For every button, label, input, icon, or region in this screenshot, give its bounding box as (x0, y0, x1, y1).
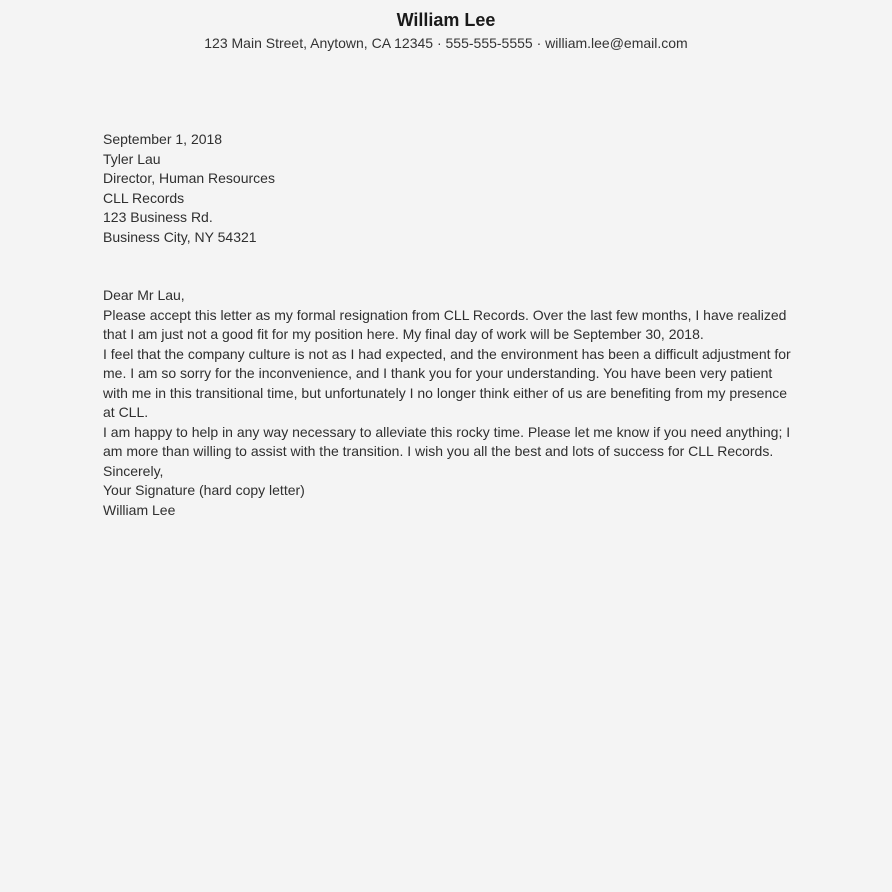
sender-name: William Lee (396, 10, 496, 30)
letter-date: September 1, 2018 (103, 131, 223, 147)
closing: Sincerely, (103, 462, 164, 479)
salutation: Dear Mr Lau, (103, 287, 185, 303)
signer-name: William Lee (103, 501, 176, 518)
body-paragraph-1: Please accept this letter as my formal resignation from CLL Records. Over the last few months, I have realized that I am just not a good fit for my position here. My final day of work will be September 30, 2018. (103, 306, 787, 342)
recipient-address (103, 150, 793, 248)
letter-header (0, 8, 892, 54)
signature-note: Your Signature (hard copy letter) (103, 482, 305, 498)
letter-body (103, 130, 793, 520)
body-paragraph-3: I am happy to help in any way necessary to alleviate this rocky time. Please let me know if you need anything; I am more than willing to assist with the transition. I wish you all the best and lots of success for CLL Records. (103, 423, 791, 459)
recipient-name: Tyler Lau (103, 150, 161, 167)
body-paragraph-2: I feel that the company culture is not as I had expected, and the environment has been a difficult adjustment for me. I am so sorry for the inconvenience, and I thank you for your understanding. You have been very patient with me in this transitional time, but unfortunately I no longer think either of us are benefiting from my presence at CLL. (103, 345, 791, 420)
recipient-title: Director, Human Resources (103, 170, 275, 186)
recipient-street: 123 Business Rd. (103, 209, 213, 225)
sender-contact: 123 Main Street, Anytown, CA 12345 · 555-555-5555 · william.lee@email.com (204, 35, 688, 51)
recipient-city: Business City, NY 54321 (103, 228, 257, 245)
recipient-company: CLL Records (103, 189, 185, 206)
